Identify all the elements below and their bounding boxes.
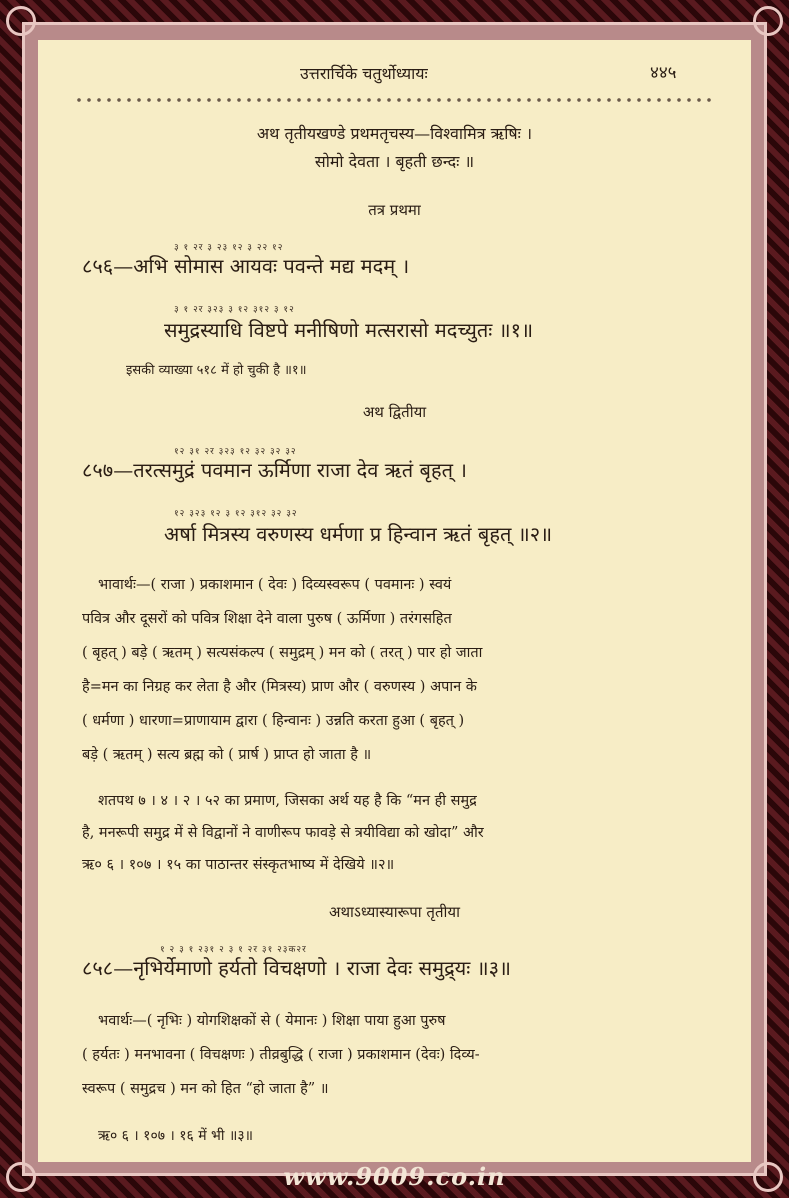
verse2-line-2: अर्षा मित्रस्य वरुणस्य धर्मणा प्र हिन्वान ऋतं बृहत् ॥२॥: [164, 522, 553, 546]
verse1-note: इसकी व्याख्या ५१८ में हो चुकी है ॥१॥: [126, 363, 307, 378]
corner-ornament-icon: [6, 6, 36, 36]
intro-line-1: अथ तृतीयखण्डे प्रथमतृचस्य—विश्वामित्र ऋषिः ।: [256, 124, 533, 143]
verse3-meaning-line: भवार्थः—( नृभिः ) योगशिक्षकों से ( येमानः ) शिक्षा पाया हुआ पुरुष: [98, 1013, 446, 1029]
verse1-line-1: ८५६—अभि सोमास आयवः पवन्ते मद्य मदम् ।: [82, 254, 410, 278]
header-divider: [74, 96, 714, 104]
website-url: www.9009.co.in: [283, 1162, 506, 1191]
verse3-accent-1: १ २ ३ १ २३१ २ ३ १ २र ३१ २३क२र: [160, 945, 307, 955]
verse2-line-1: ८५७—तरत्समुद्रं पवमान ऊर्मिणा राजा देव ऋतं बृहत् ।: [82, 458, 467, 482]
verse1-heading: तत्र प्रथमा: [368, 201, 421, 219]
verse2-accent-2: १२ ३२३ १२ ३ १२ ३१२ ३२ ३२: [174, 509, 298, 519]
verse2-reference-line: ऋ० ६ । १०७ । १५ का पाठान्तर संस्कृतभाष्य में देखिये ॥२॥: [82, 857, 395, 873]
verse2-meaning-line: भावार्थः—( राजा ) प्रकाशमान ( देवः ) दिव्यस्वरूप ( पवमानः ) स्वयं: [98, 577, 452, 593]
page-number: ४४५: [650, 63, 677, 83]
running-header: उत्तरार्चिके चतुर्थोध्यायः: [300, 64, 428, 83]
verse2-reference-line: शतपथ ७ । ४ । २ । ५२ का प्रमाण, जिसका अर्थ यह है कि “मन ही समुद्र: [98, 793, 477, 809]
verse1-accent-2: ३ १ २र ३२३ ३ १२ ३१२ ३ १२: [174, 305, 295, 315]
verse3-heading: अथाऽध्यास्यारूपा तृतीया: [329, 903, 460, 921]
verse1-line-2: समुद्रस्याधि विष्टपे मनीषिणो मत्सरासो मदच्युतः ॥१॥: [164, 318, 534, 342]
verse2-meaning-line: ( धर्मणा ) धारणा=प्राणायाम द्वारा ( हिन्वानः ) उन्नति करता हुआ ( बृहत् ): [82, 713, 465, 729]
verse2-meaning-line: है=मन का निग्रह कर लेता है और (मित्रस्य) प्राण और ( वरुणस्य ) अपान के: [82, 679, 477, 695]
verse2-reference-line: है, मनरूपी समुद्र में से विद्वानों ने वाणीरूप फावड़े से त्रयीविद्या को खोदा” और: [82, 825, 484, 841]
verse2-meaning-line: पवित्र और दूसरों को पवित्र शिक्षा देने वाला पुरुष ( ऊर्मिणा ) तरंगसहित: [82, 611, 452, 627]
verse3-meaning-line: स्वरूप ( समुद्रच ) मन को हित “हो जाता है” ॥: [82, 1081, 329, 1097]
verse1-accent-1: ३ १ २र ३ २३ १२ ३ २२ १२: [174, 243, 284, 253]
corner-ornament-icon: [753, 6, 783, 36]
verse3-meaning-line: ( हर्यतः ) मनभावना ( विचक्षणः ) तीव्रबुद्धि ( राजा ) प्रकाशमान (देवः) दिव्य-: [82, 1047, 480, 1063]
verse3-line-1: ८५८—नृभिर्येमाणो हर्यतो विचक्षणो । राजा देवः समुद्र्यः ॥३॥: [82, 956, 512, 980]
verse3-reference: ऋ० ६ । १०७ । १६ में भी ॥३॥: [98, 1128, 254, 1144]
intro-line-2: सोमो देवता । बृहती छन्दः ॥: [314, 152, 475, 171]
page: [38, 40, 751, 1162]
verse2-meaning-line: बड़े ( ऋतम् ) सत्य ब्रह्म को ( प्रार्ष ) प्राप्त हो जाता है ॥: [82, 747, 372, 763]
verse2-heading: अथ द्वितीया: [362, 403, 427, 421]
verse2-meaning-line: ( बृहत् ) बड़े ( ऋतम् ) सत्यसंकल्प ( समुद्रम् ) मन को ( तरत् ) पार हो जाता: [82, 645, 483, 661]
verse2-accent-1: १२ ३१ २र ३२३ १२ ३२ ३२ ३२: [174, 447, 297, 457]
